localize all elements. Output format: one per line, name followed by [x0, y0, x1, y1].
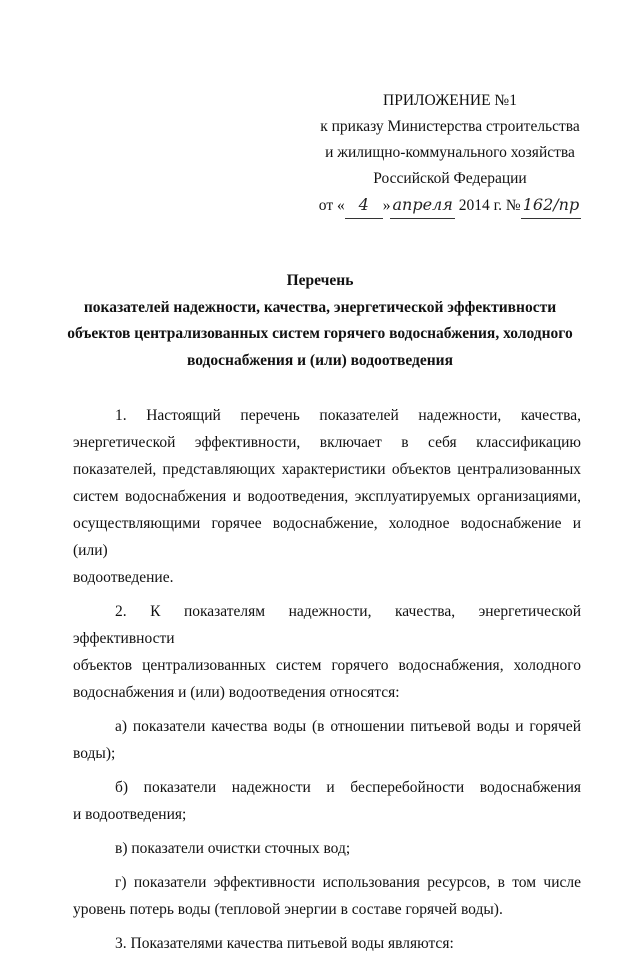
- appendix-header: [300, 88, 600, 219]
- handwritten-month: апреля: [390, 192, 454, 219]
- p2-line-2: объектов централизованных систем горячего водоснабжения, холодного: [73, 657, 581, 674]
- title-line-4: водоснабжения и (или) водоотведения: [186, 351, 453, 369]
- list-item-d: [73, 869, 581, 923]
- appendix-title: ПРИЛОЖЕНИЕ №1: [383, 92, 517, 109]
- list-item-a: [73, 713, 581, 767]
- p2-line-1: 2. К показателям надежности, качества, энергетической эффективности: [73, 603, 581, 647]
- appendix-line-1: к приказу Министерства строительства: [320, 118, 580, 135]
- b-line-2: и водоотведения;: [73, 806, 187, 823]
- p1-line-1: 1. Настоящий перечень показателей надежности, качества,: [115, 407, 581, 424]
- p2-line-3: водоснабжения и (или) водоотведения относятся:: [73, 684, 400, 701]
- d-line-1: г) показатели эффективности использования ресурсов, в том числе: [115, 874, 581, 891]
- a-line-1: а) показатели качества воды (в отношении питьевой воды и горячей: [115, 718, 581, 735]
- d-line-2: уровень потерь воды (тепловой энергии в составе горячей воды).: [73, 901, 503, 918]
- a-line-2: воды);: [73, 745, 116, 762]
- p1-line-6: водоотведение.: [73, 569, 174, 586]
- list-item-c: [73, 835, 581, 862]
- date-year: 2014 г. №: [458, 197, 521, 214]
- title-line-2: показателей надежности, качества, энергетической эффективности: [83, 298, 557, 316]
- b-line-1: б) показатели надежности и бесперебойности водоснабжения: [115, 779, 581, 796]
- p1-line-3: показателей, представляющих характеристики объектов централизованных: [73, 461, 581, 478]
- paragraph-1: [73, 402, 581, 591]
- p1-line-2: энергетической эффективности, включает в себя классификацию: [73, 434, 581, 451]
- paragraph-2: [73, 598, 581, 706]
- appendix-line-3: Российской Федерации: [373, 170, 527, 187]
- c-line-1: в) показатели очистки сточных вод;: [115, 840, 351, 857]
- p1-line-4: систем водоснабжения и водоотведения, эксплуатируемых организациями,: [73, 488, 581, 505]
- order-date-line: [300, 192, 600, 219]
- handwritten-order-number: 162/пр: [521, 192, 581, 219]
- date-prefix: от «: [318, 197, 345, 214]
- document-body: [73, 402, 581, 957]
- appendix-line-2: и жилищно-коммунального хозяйства: [325, 144, 575, 161]
- title-line-3: объектов централизованных систем горячего водоснабжения, холодного: [67, 325, 573, 342]
- handwritten-day: 4: [345, 192, 383, 219]
- date-mid: »: [382, 197, 391, 214]
- title-line-1: Перечень: [286, 272, 354, 289]
- list-item-b: [73, 774, 581, 828]
- p3-line-1: 3. Показателями качества питьевой воды являются:: [115, 935, 454, 952]
- paragraph-3: [73, 930, 581, 957]
- document-title: [60, 268, 580, 374]
- p1-line-5: осуществляющими горячее водоснабжение, холодное водоснабжение и (или): [73, 515, 581, 559]
